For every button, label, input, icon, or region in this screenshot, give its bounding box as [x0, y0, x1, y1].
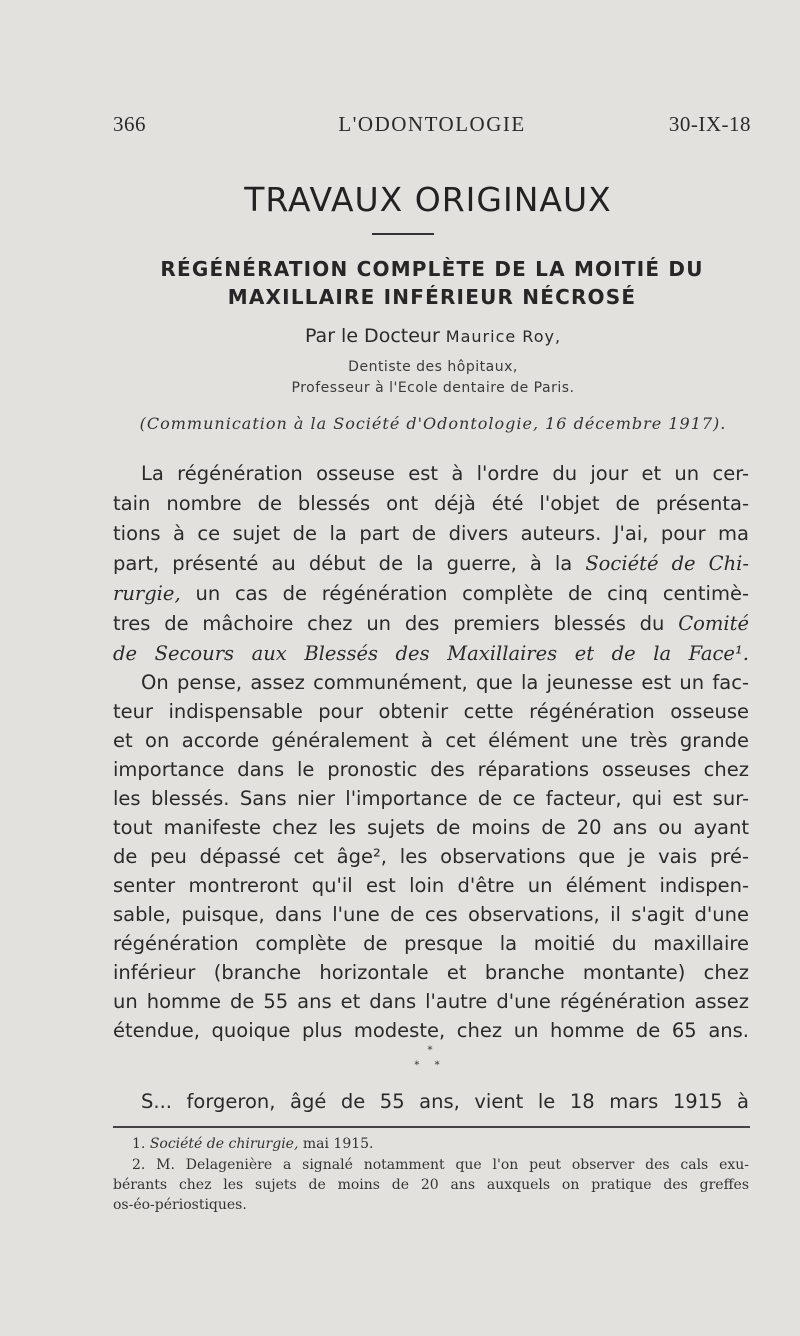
- paragraph-line: étendue, quoique plus modeste, chez un homme de 65 ans.: [113, 1019, 749, 1042]
- paragraph-line: [113, 639, 749, 669]
- footnote-2-line-3: os-éo-périostiques.: [113, 1197, 247, 1213]
- paragraph-line: [113, 609, 749, 639]
- footnote-number: 1.: [132, 1136, 150, 1152]
- paragraph-line: inférieur (branche horizontale et branche montante) chez: [113, 961, 749, 984]
- italic-reference: rurgie,: [113, 582, 181, 605]
- article-title-line-2: MAXILLAIRE INFÉRIEUR NÉCROSÉ: [227, 285, 637, 309]
- paragraph-line: On pense, assez communément, que la jeunesse est un fac-: [141, 671, 749, 694]
- running-header: [113, 112, 751, 142]
- journal-title: L'ODONTOLOGIE: [338, 112, 526, 136]
- communication-note: (Communication à la Société d'Odontologie, 16 décembre 1917).: [139, 414, 727, 433]
- section-separator-top: *: [427, 1045, 433, 1056]
- paragraph-line: les blessés. Sans nier l'importance de ce facteur, qui est sur-: [113, 787, 749, 810]
- text-span: part, présenté au début de la guerre, à la: [113, 552, 586, 575]
- italic-reference: de Secours aux Blessés des Maxillaires et de la Face¹.: [113, 642, 749, 665]
- paragraph-line: teur indispensable pour obtenir cette régénération osseuse: [113, 700, 749, 723]
- italic-reference: Comité: [678, 612, 749, 635]
- paragraph-line: régénération complète de presque la moitié du maxillaire: [113, 932, 749, 955]
- paragraph-line: [113, 549, 749, 579]
- paragraph-line: de peu dépassé cet âge², les observations que je vais pré-: [113, 845, 749, 868]
- section-separator-bottom: * *: [414, 1060, 446, 1071]
- footnote-text: mai 1915.: [298, 1136, 374, 1152]
- paragraph-line: et on accorde généralement à cet élément une très grande: [113, 729, 749, 752]
- paragraph-line: un homme de 55 ans et dans l'autre d'une régénération assez: [113, 990, 749, 1013]
- paragraph-line: tout manifeste chez les sujets de moins de 20 ans ou ayant: [113, 816, 749, 839]
- footnote-italic: Société de chirurgie,: [149, 1136, 299, 1152]
- paragraph-line: senter montreront qu'il est loin d'être un élément indispen-: [113, 874, 749, 897]
- author-affiliation-2: Professeur à l'Ecole dentaire de Paris.: [291, 380, 575, 396]
- paragraph-line: [113, 579, 749, 609]
- footnote-2-line-2: bérants chez les sujets de moins de 20 ans auxquels on pratique des greffes: [113, 1177, 749, 1193]
- section-title: TRAVAUX ORIGINAUX: [244, 180, 612, 219]
- footnote-rule: [113, 1126, 750, 1128]
- footnote-1: [132, 1134, 749, 1154]
- footnote-2-line-1: 2. M. Delagenière a signalé notamment que l'on peut observer des cals exu-: [132, 1157, 749, 1173]
- issue-date: 30-IX-18: [668, 112, 751, 136]
- title-rule: [372, 233, 434, 235]
- author-name: Maurice Roy,: [445, 327, 562, 346]
- text-span: tres de mâchoire chez un des premiers blessés du: [113, 612, 679, 635]
- paragraph-line: importance dans le pronostic des réparations osseuses chez: [113, 758, 749, 781]
- paragraph-line: sable, puisque, dans l'une de ces observations, il s'agit d'une: [113, 903, 749, 926]
- text-span: un cas de régénération complète de cinq centimè-: [180, 582, 749, 605]
- author-affiliation-1: Dentiste des hôpitaux,: [348, 359, 518, 375]
- page-number: 366: [113, 112, 146, 136]
- author-prefix: Par le Docteur: [304, 325, 446, 347]
- article-title-line-1: RÉGÉNÉRATION COMPLÈTE DE LA MOITIÉ DU: [160, 257, 704, 281]
- author-line: [0, 325, 800, 347]
- italic-reference: Société de Chi-: [585, 552, 749, 575]
- paragraph-line: tain nombre de blessés ont déjà été l'objet de présenta-: [113, 492, 749, 515]
- paragraph-line: S... forgeron, âgé de 55 ans, vient le 18 mars 1915 à: [141, 1090, 749, 1113]
- paragraph-line: La régénération osseuse est à l'ordre du jour et un cer-: [141, 462, 749, 485]
- paragraph-line: tions à ce sujet de la part de divers auteurs. J'ai, pour ma: [113, 522, 749, 545]
